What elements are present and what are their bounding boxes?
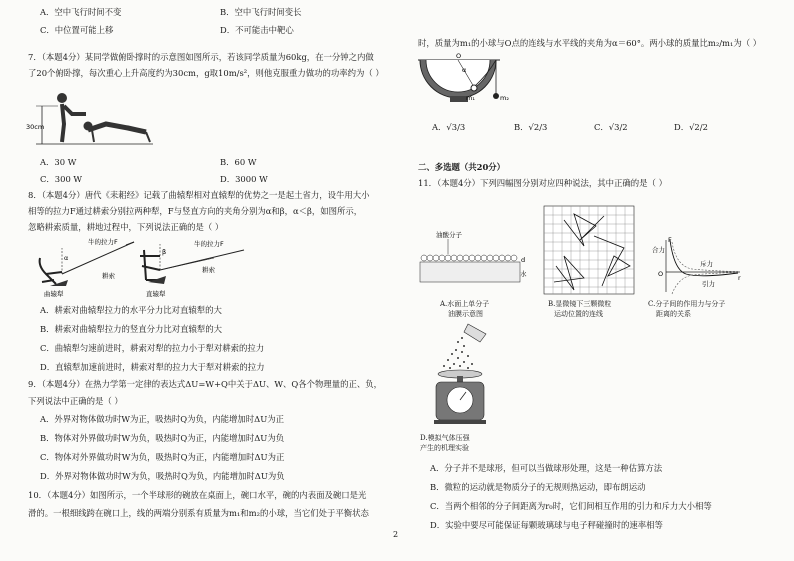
q7-option-d: D．3000 W [220,174,268,184]
plow-label-1: 曲辕犁 [44,290,64,298]
q7-option-a: A．30 W [40,157,77,167]
label-repulsion: 斥力 [700,260,713,268]
q9-line1: 9．（本题4分）在热力学第一定律的表达式ΔU=W+Q中关于ΔU、W、Q各个物理量的正、负， [28,379,383,389]
caption-c-2: 距离的关系 [656,310,691,318]
force-label-2: 牛的拉力F [194,240,224,248]
force-label-1: 牛的拉力F [88,238,118,246]
origin-o: O [658,270,664,278]
q10-continued: 时，质量为m₁的小球与O点的连线与水平线的夹角为α＝60°。两小球的质量比m₂/m₁为（ ） [418,38,762,48]
q8-line3: 忽略耕索质量，耕地过程中，下列说法正确的是（ ） [28,222,224,232]
q8-option-b: B．耕索对曲辕犁拉力的竖直分力比对直辕犁的大 [40,324,223,334]
q8-line1: 8．（本题4分）唐代《耒耜经》记载了曲辕犁相对直辕犁的优势之一是起土省力，设牛用大小 [28,190,370,200]
q6-option-b: B．空中飞行时间变长 [220,7,302,17]
q7-line1: 7．（本题4分）某同学做俯卧撑时的示意图如图所示，若该同学质量为60kg，在一分钟之内做 [28,52,374,62]
q8-option-d: D．直辕犁加速前进时，耕索对犁的拉力大于犁对耕索的拉力 [40,362,265,372]
q8-option-c: C．曲辕犁匀速前进时，耕索对犁的拉力小于犁对耕索的拉力 [40,343,265,353]
rope-label-2: 耕索 [202,266,215,274]
oil-film-figure [420,230,530,286]
section-multi-choice: 二、多选题（共20分） [418,162,506,172]
caption-c-1: C.分子间的作用力与分子 [648,300,726,308]
q10-option-d: D．√2/2 [674,122,708,132]
rope-label-1: 耕索 [102,272,115,280]
q11-stem: 11．（本题4分）下列四幅图分别对应四种说法，其中正确的是（ ） [418,178,667,188]
q9-option-d: D．外界对物体做功时W为负，吸热时Q为负，内能增加时ΔU为负 [40,471,285,481]
brownian-grid-figure [544,206,636,296]
caption-d-1: D.模拟气体压强 [420,434,470,442]
q10-option-b: B．√2/3 [514,122,548,132]
q11-option-d: D．实验中要尽可能保证每颗玻璃球与电子秤碰撞时的速率相等 [430,520,663,530]
q9-line2: 下列说法中正确的是（ ） [28,396,123,406]
point-o: O [456,52,462,60]
label-net-force: 合力 [652,246,665,254]
q7-line2: 了20个俯卧撑，每次重心上升高度约为30cm，g取10m/s²，则他克服重力做功的功率约为（ ） [28,68,384,78]
caption-b-2: 运动位置的连线 [554,310,603,318]
q9-option-b: B．物体对外界做功时W为负，吸热时Q为正，内能增加时ΔU为负 [40,433,285,443]
oleic-label: 油酸分子 [436,231,462,239]
caption-d-2: 产生的机理实验 [420,444,469,452]
axis-f: F [668,236,672,244]
q10-line2: 滑的。一根细线跨在碗口上，线的两端分别系有质量为m₁和m₂的小球，当它们处于平衡状态 [28,508,369,518]
mass-m1: m₁ [466,94,475,102]
q7-option-c: C．300 W [40,174,83,184]
q8-line2: 相等的拉力F通过耕索分别拉两种犁，F与竖直方向的夹角分别为α和β，α＜β，如图所示， [28,206,363,216]
angle-alpha: α [462,66,467,74]
q9-option-a: A．外界对物体做功时W为正，吸热时Q为负，内能增加时ΔU为正 [40,414,285,424]
caption-a-1: A.水面上单分子 [440,300,490,308]
caption-a-2: 油膜示意图 [448,310,483,318]
gas-pressure-figure [428,320,498,428]
q9-option-c: C．物体对外界做功时W为负，吸热时Q为正，内能增加时ΔU为正 [40,452,285,462]
q6-option-d: D．不可能击中靶心 [220,25,294,35]
water-label: 水 [520,270,527,278]
q6-option-c: C．中位置可能上移 [40,25,114,35]
q7-option-b: B．60 W [220,157,257,167]
q8-option-a: A．耕索对曲辕犁拉力的水平分力比对直辕犁的大 [40,305,222,315]
page-number: 2 [393,530,399,539]
bowl-figure [418,52,518,108]
q6-option-a: A．空中飞行时间不变 [40,7,122,17]
q10-option-a: A．√3/3 [432,122,466,132]
plow-figure [36,236,286,300]
beta-label: β [162,248,167,256]
axis-r: r [738,274,741,282]
pushup-figure [28,84,158,148]
alpha-label: α [64,254,69,262]
label-attraction: 引力 [702,280,715,288]
q11-option-c: C．当两个相邻的分子间距离为r₀时，它们间相互作用的引力和斥力大小相等 [430,501,712,511]
right-column [418,0,778,561]
molecular-force-figure [652,236,744,296]
q11-option-a: A．分子并不是球形，但可以当做球形处理，这是一种估算方法 [430,463,663,473]
height-label: 30cm [26,123,45,131]
q10-line1: 10．（本题4分）如图所示，一个半球形的碗放在桌面上，碗口水平，碗的内表面及碗口是光 [28,490,367,500]
mass-m2: m₂ [500,94,509,102]
film-d: d [521,256,526,264]
caption-b-1: B.显微镜下三颗微粒 [548,300,612,308]
left-column [28,0,390,561]
q11-option-b: B．微粒的运动就是物质分子的无规则热运动，即布朗运动 [430,482,646,492]
plow-label-2: 直辕犁 [146,290,166,298]
q10-option-c: C．√3/2 [594,122,628,132]
